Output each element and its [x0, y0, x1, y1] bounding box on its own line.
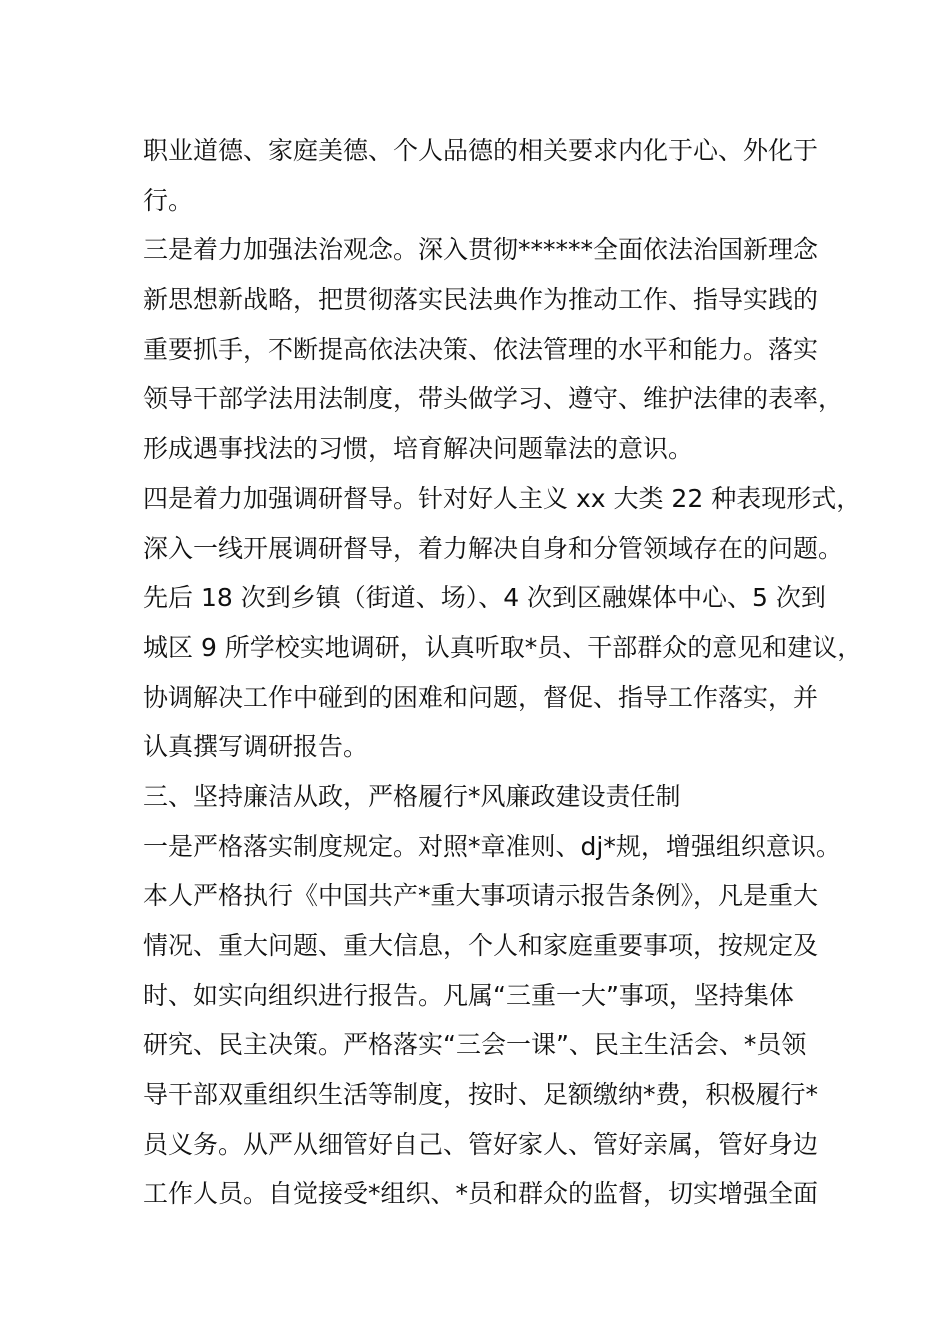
- text-line: 深入一线开展调研督导，着力解决自身和分管领域存在的问题。: [143, 533, 844, 563]
- text-line: 职业道德、家庭美德、个人品德的相关要求内化于心、外化于: [143, 136, 819, 165]
- text-line: 先后 18 次到乡镇（街道、场）、4 次到区融媒体中心、5 次到: [143, 583, 826, 613]
- text-line: 三是着力加强法治观念。深入贯彻******全面依法治国新理念: [143, 235, 819, 265]
- text-line: 一是严格落实制度规定。对照*章准则、dj*规，增强组织意识。: [143, 831, 841, 861]
- text-line: 本人严格执行《中国共产*重大事项请示报告条例》，凡是重大: [143, 881, 819, 911]
- text-line: 导干部双重组织生活等制度，按时、足额缴纳*费，积极履行*: [143, 1080, 819, 1110]
- text-line: 研究、民主决策。严格落实“三会一课”、民主生活会、*员领: [143, 1030, 807, 1060]
- section-heading: 三、坚持廉洁从政，严格履行*风廉政建设责任制: [143, 781, 681, 811]
- text-line: 行。: [143, 185, 194, 215]
- text-line: 重要抓手，不断提高依法决策、依法管理的水平和能力。落实: [143, 334, 819, 364]
- text-line: 协调解决工作中碰到的困难和问题，督促、指导工作落实，并: [143, 682, 819, 712]
- text-line: 工作人员。自觉接受*组织、*员和群众的监督，切实增强全面: [143, 1179, 819, 1209]
- text-line: 城区 9 所学校实地调研，认真听取*员、干部群众的意见和建议，: [143, 632, 863, 662]
- text-line: 情况、重大问题、重大信息，个人和家庭重要事项，按规定及: [143, 931, 819, 960]
- text-line: 时、如实向组织进行报告。凡属“三重一大”事项，坚持集体: [143, 980, 794, 1010]
- text-line: 形成遇事找法的习惯，培育解决问题靠法的意识。: [143, 434, 694, 464]
- text-line: 四是着力加强调研督导。针对好人主义 xx 大类 22 种表现形式，: [143, 483, 862, 513]
- text-line: 领导干部学法用法制度，带头做学习、遵守、维护法律的表率，: [143, 384, 844, 414]
- text-line: 新思想新战略，把贯彻落实民法典作为推动工作、指导实践的: [143, 285, 819, 315]
- text-line: 员义务。从严从细管好自己、管好家人、管好亲属，管好身边: [143, 1129, 819, 1159]
- body-text: [143, 126, 863, 1219]
- text-line: 认真撰写调研报告。: [143, 732, 369, 762]
